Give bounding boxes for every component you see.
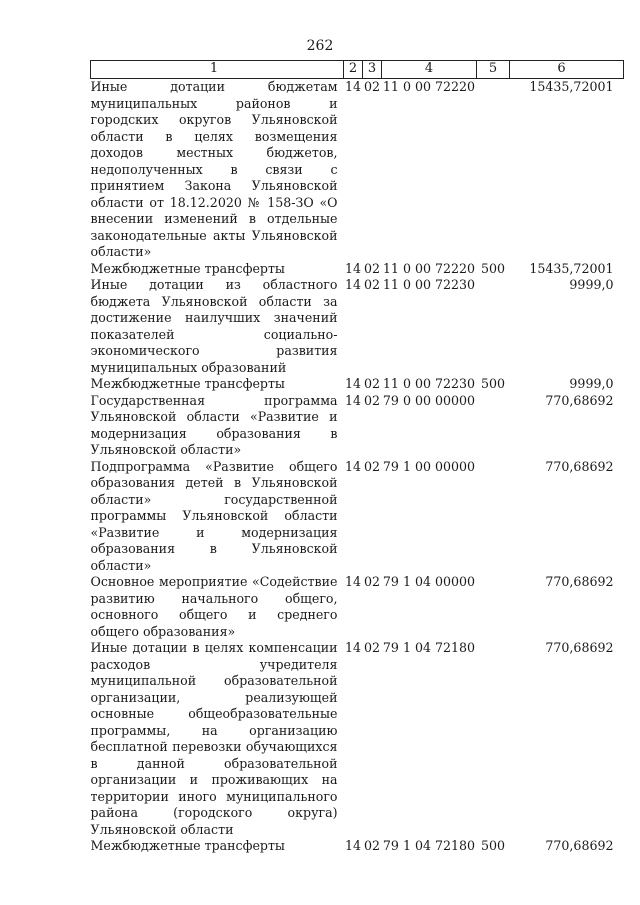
row-section: 14 bbox=[344, 260, 362, 276]
row-subsection: 02 bbox=[363, 574, 381, 589]
row-name: Иные дотации из областного бюджета Ульяновской области за достижение наилучших значений показателей социально-экономического развития муниципальных образований bbox=[90, 277, 338, 375]
row-name: Иные дотации бюджетам муниципальных районов и городских округов Ульяновской области в целях возмещения доходов местных бюджетов, недополученных в связи с принятием Закона Ульяновской области от 18.12.2020 № 158-ЗО «О внесении изменений в отдельные законодательные акты Ульяновской области» bbox=[90, 79, 338, 259]
row-amount: 770,68692 bbox=[545, 574, 614, 589]
table-row bbox=[91, 838, 624, 855]
table-row bbox=[91, 376, 624, 393]
row-target-code: 11 0 00 72220 bbox=[382, 79, 476, 94]
column-header: 1 bbox=[91, 61, 344, 79]
row-section: 14 bbox=[344, 640, 362, 655]
row-section: 14 bbox=[344, 79, 362, 94]
table-row bbox=[91, 574, 624, 640]
row-expense-type bbox=[477, 459, 510, 575]
row-subsection: 02 bbox=[363, 640, 381, 655]
row-target-code: 11 0 00 72230 bbox=[382, 376, 476, 391]
table-row bbox=[91, 393, 624, 459]
row-subsection: 02 bbox=[363, 277, 381, 292]
row-subsection: 02 bbox=[363, 392, 381, 408]
row-expense-type bbox=[477, 640, 510, 838]
row-section: 14 bbox=[344, 277, 362, 292]
row-name: Государственная программа Ульяновской области «Развитие и модернизация образования в Ульяновской области» bbox=[90, 392, 338, 457]
table-row bbox=[91, 459, 624, 575]
row-target-code: 79 1 04 72180 bbox=[382, 640, 476, 655]
row-expense-type: 500 bbox=[480, 376, 506, 391]
table-header-row bbox=[91, 61, 624, 79]
row-section: 14 bbox=[344, 376, 362, 391]
row-name: Основное мероприятие «Содействие развитию начального общего, основного общего и среднего общего образования» bbox=[90, 574, 338, 639]
row-name: Межбюджетные трансферты bbox=[90, 376, 285, 391]
row-target-code: 79 1 04 72180 bbox=[382, 838, 476, 853]
row-amount: 9999,0 bbox=[569, 277, 614, 292]
row-amount: 770,68692 bbox=[545, 392, 614, 408]
column-header: 5 bbox=[477, 61, 510, 79]
row-section: 14 bbox=[344, 458, 362, 474]
table-row bbox=[91, 640, 624, 838]
column-header: 2 bbox=[344, 61, 363, 79]
table-row bbox=[91, 277, 624, 376]
row-section: 14 bbox=[344, 392, 362, 408]
row-amount: 770,68692 bbox=[545, 838, 614, 853]
row-expense-type bbox=[477, 574, 510, 640]
page-number: 262 bbox=[306, 38, 334, 54]
row-target-code: 79 1 00 00000 bbox=[382, 458, 476, 474]
column-header: 6 bbox=[510, 61, 624, 79]
row-expense-type bbox=[477, 393, 510, 459]
row-expense-type bbox=[477, 277, 510, 376]
row-section: 14 bbox=[344, 838, 362, 853]
row-name: Межбюджетные трансферты bbox=[90, 260, 285, 276]
row-subsection: 02 bbox=[363, 838, 381, 853]
row-amount: 770,68692 bbox=[545, 458, 614, 474]
row-name: Межбюджетные трансферты bbox=[90, 838, 285, 853]
row-expense-type: 500 bbox=[480, 838, 506, 853]
table-row bbox=[91, 79, 624, 261]
row-target-code: 11 0 00 72220 bbox=[382, 260, 476, 276]
row-target-code: 79 0 00 00000 bbox=[382, 392, 476, 408]
row-subsection: 02 bbox=[363, 458, 381, 474]
table-row bbox=[91, 261, 624, 278]
budget-table bbox=[90, 60, 624, 855]
row-target-code: 79 1 04 00000 bbox=[382, 574, 476, 589]
row-amount: 9999,0 bbox=[569, 376, 614, 391]
column-header: 4 bbox=[382, 61, 477, 79]
row-expense-type bbox=[477, 79, 510, 261]
row-name: Подпрограмма «Развитие общего образования детей в Ульяновской области» государственной программы Ульяновской области «Развитие и модернизация образования в Ульяновской области» bbox=[90, 458, 338, 573]
row-subsection: 02 bbox=[363, 260, 381, 276]
row-amount: 15435,72001 bbox=[529, 79, 614, 94]
column-header: 3 bbox=[363, 61, 382, 79]
row-subsection: 02 bbox=[363, 376, 381, 391]
row-section: 14 bbox=[344, 574, 362, 589]
row-expense-type: 500 bbox=[480, 260, 506, 276]
row-name: Иные дотации в целях компенсации расходов учредителя муниципальной образовательной организации, реализующей основные общеобразовательные программы, на организацию бесплатной перевозки обучающихся в данной образовательной организации и проживающих на территории иного муниципального района (городского округа) Ульяновской области bbox=[90, 640, 338, 837]
row-amount: 770,68692 bbox=[545, 640, 614, 655]
row-target-code: 11 0 00 72230 bbox=[382, 277, 476, 292]
row-amount: 15435,72001 bbox=[529, 260, 614, 276]
row-subsection: 02 bbox=[363, 79, 381, 94]
